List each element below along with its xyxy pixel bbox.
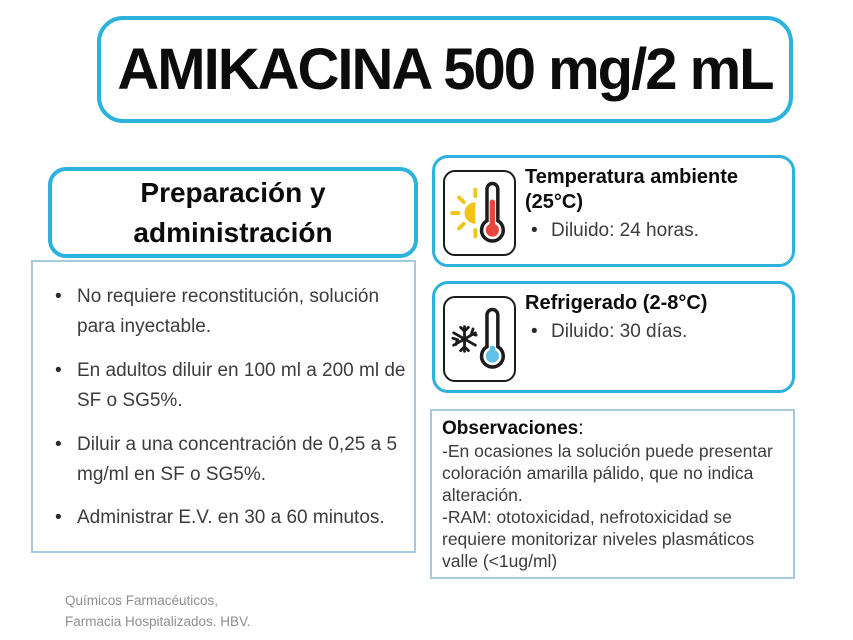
prep-bullet: • Diluir a una concentración de 0,25 a 5 mg/ml en SF o SG5%. xyxy=(47,430,406,491)
thermometer-icon xyxy=(481,184,503,241)
snowflake-thermometer-icon xyxy=(443,296,516,382)
refrigerated-text xyxy=(525,291,791,343)
page-title: AMIKACINA 500 mg/2 mL xyxy=(117,37,773,102)
refrigerated-bullet: • Diluido: 30 días. xyxy=(525,321,791,343)
room-temperature-box xyxy=(432,155,795,267)
refrigerated-heading: Refrigerado (2-8°C) xyxy=(525,292,708,314)
footer-line-1: Químicos Farmacéuticos, xyxy=(65,593,219,608)
observations-heading-line xyxy=(442,418,783,440)
observation-paragraph: -RAM: ototoxicidad, nefrotoxicidad se requiere monitorizar niveles plasmáticos valle (<1ug/ml) xyxy=(442,507,755,572)
observations-box xyxy=(430,409,795,579)
room-temperature-heading: Temperatura ambiente (25°C) xyxy=(525,166,739,213)
snowflake-thermometer-svg xyxy=(449,303,511,375)
footer-line-2: Farmacia Hospitalizados. HBV. xyxy=(65,613,251,629)
preparation-header-box xyxy=(48,167,418,258)
observations-heading-colon: : xyxy=(578,418,584,439)
snowflake-icon xyxy=(452,327,475,352)
room-temperature-bullet: • Diluido: 24 horas. xyxy=(525,220,791,242)
sun-icon xyxy=(452,190,475,237)
preparation-list-box xyxy=(31,260,416,553)
observation-paragraph: -En ocasiones la solución puede presentar coloración amarilla pálido, que no indica alteración. xyxy=(442,441,773,506)
preparation-list xyxy=(47,282,406,534)
footer-credits xyxy=(65,591,251,633)
room-temperature-text xyxy=(525,165,791,242)
prep-bullet: • En adultos diluir en 100 ml a 200 ml de SF o SG5%. xyxy=(47,356,406,417)
refrigerated-box xyxy=(432,281,795,393)
sun-thermometer-icon xyxy=(443,170,516,256)
observations-heading: Observaciones xyxy=(442,418,579,439)
title-box xyxy=(97,16,793,123)
prep-bullet: • No requiere reconstitución, solución para inyectable. xyxy=(47,282,406,343)
sun-thermometer-svg xyxy=(449,177,511,249)
thermometer-icon xyxy=(481,310,503,367)
prep-bullet: • Administrar E.V. en 30 a 60 minutos. xyxy=(47,503,406,533)
preparation-heading: Preparación y administración xyxy=(133,177,333,248)
